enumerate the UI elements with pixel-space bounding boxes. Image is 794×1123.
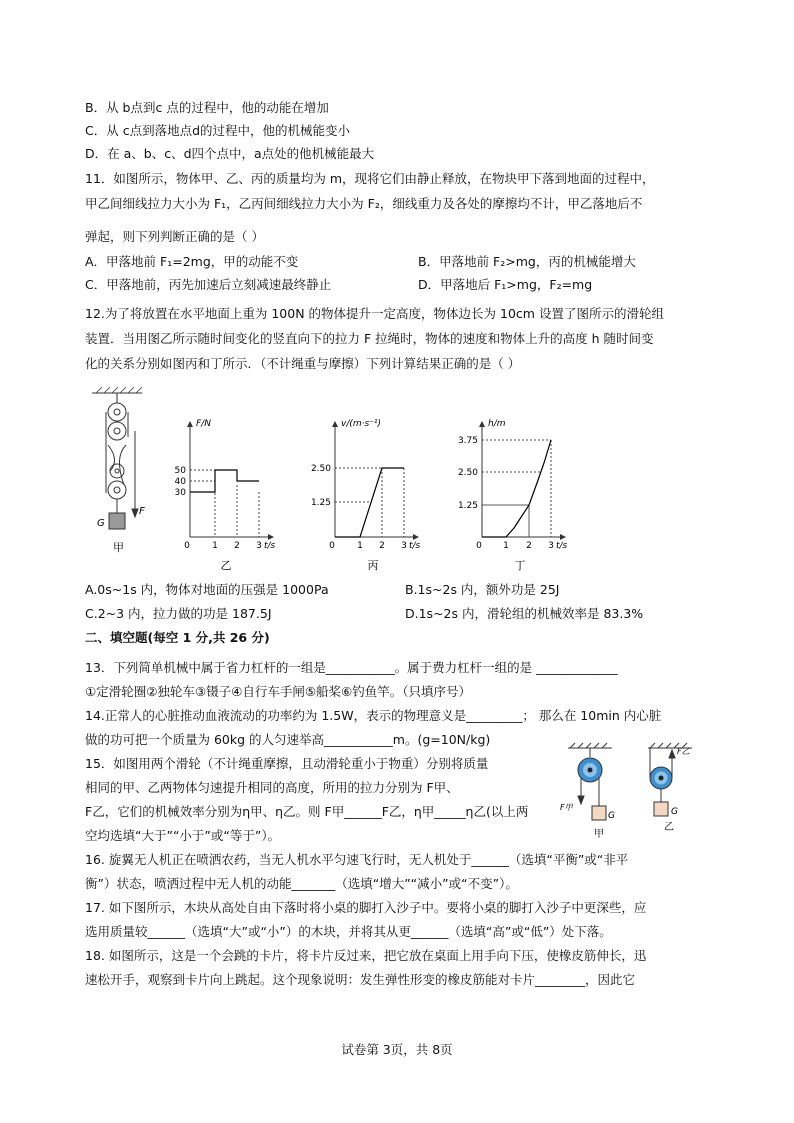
figure-jia-F-label: F <box>139 506 145 517</box>
figure-yi-xlabel: t/s <box>264 541 276 551</box>
q16-line-1: 16. 旋翼无人机正在喷洒农药，当无人机水平匀速飞行时，无人机处于______（选填“平衡”或“非平 <box>85 852 629 867</box>
line-1: B．从 b点到c 点的过程中，他的动能在增加 <box>85 100 329 115</box>
q14-line-2: 做的功可把一个质量为 60kg 的人匀速举高___________m。(g=10N/kg) <box>85 732 491 747</box>
figure-ding-ylabel: h/m <box>488 419 506 429</box>
q15-G-yi-label: G <box>671 807 678 817</box>
q12-line-1: 12.为了将放置在水平地面上重为 100N 的物体提升一定高度，物体边长为 10cm 设置了图所示的滑轮组 <box>85 306 664 321</box>
q17-line-2: 选用质量较______（选填“大”或“小”）的木块，并将其从更______（选填“高”或“低”）处下落。 <box>85 924 612 939</box>
q16-line-2: 衡”）状态，喷洒过程中无人机的动能_______（选填“增大”“减小”或“不变”）。 <box>85 876 518 891</box>
q15-Fyi-label: F乙 <box>677 747 690 756</box>
figure-yi-ylabel: F/N <box>196 419 211 429</box>
q12-line-3: 化的关系分别如图丙和丁所示．（不计绳重与摩擦）下列计算结果正确的是（ ） <box>85 356 521 371</box>
q11-line-1: 11．如图所示，物体甲、乙、丙的质量均为 m，现将它们由静止释放，在物块甲下落到地面的过程中， <box>85 171 655 186</box>
q11-option-b: B．甲落地前 F₂>mg，丙的机械能增大 <box>418 254 636 269</box>
figure-ding-xtick-0: 0 <box>476 541 482 551</box>
figure-bing-xtick-3: 3 <box>401 541 407 551</box>
series-line-height <box>482 440 551 537</box>
figure-ding-ytick-2.50: 2.50 <box>457 468 478 478</box>
figure-ding-xtick-2: 2 <box>526 541 532 551</box>
line-3: D．在 a、b、c、d四个点中，a点处的他机械能最大 <box>85 146 375 161</box>
series-line-velocity <box>335 468 404 537</box>
figure-bing-xlabel: t/s <box>409 541 421 551</box>
q12-option-b: B.1s~2s 内，额外功是 25J <box>405 582 560 597</box>
q15-caption-yi: 乙 <box>664 822 674 833</box>
q11-option-c: C．甲落地前，丙先加速后立刻减速最终静止 <box>85 277 332 292</box>
figure-bing-graph <box>332 421 419 540</box>
figure-yi-xtick-3: 3 <box>256 541 262 551</box>
q18-line-1: 18. 如图所示，这是一个会跳的卡片，将卡片反过来，把它放在桌面上用手向下压，使橡皮筋伸长，迅 <box>85 948 647 963</box>
page-footer: 试卷第 3页，共 8页 <box>341 1042 453 1057</box>
line-2: C．从 c点到落地点d的过程中，他的机械能变小 <box>85 123 351 138</box>
q11-option-d: D．甲落地后 F₁>mg，F₂=mg <box>418 277 593 292</box>
q11-line-2: 甲乙间细线拉力大小为 F₁，乙丙间细线拉力大小为 F₂，细线重力及各处的摩擦均不计，甲乙落地后不 <box>85 196 643 211</box>
q17-line-1: 17. 如下图所示，木块从高处自由下落时将小桌的脚打入沙子中。要将小桌的脚打入沙子中更深些，应 <box>85 900 647 915</box>
q15-pulley-figure <box>560 740 710 840</box>
q15-line-1: 15．如图用两个滑轮（不计绳重摩擦，且动滑轮重小于物重）分别将质量 <box>85 756 489 771</box>
figure-yi-xtick-0: 0 <box>184 541 190 551</box>
figure-ding-xlabel: t/s <box>556 541 568 551</box>
q15-line-4: 空均选填“大于”“小于”或“等于”）。 <box>85 828 281 843</box>
series-line-force <box>190 470 259 492</box>
figure-yi-graph <box>187 421 274 540</box>
q12-figures <box>90 385 570 575</box>
q12-option-c: C.2~3 内，拉力做的功是 187.5J <box>85 606 272 621</box>
section-heading: 二、填空题(每空 1 分,共 26 分) <box>85 630 270 645</box>
q13-line-1: 13．下列简单机械中属于省力杠杆的一组是___________。属于费力杠杆一组的是 _____________ <box>85 660 618 675</box>
q13-line-2: ①定滑轮圈②独轮车③镊子④自行车手闸⑤船桨⑥钓鱼竿。（只填序号） <box>85 684 471 699</box>
q12-line-2: 装置．当用图乙所示随时间变化的竖直向下的拉力 F 拉绳时，物体的速度和物体上升的高度 h 随时间变 <box>85 331 654 346</box>
q15-G-jia-label: G <box>608 811 615 821</box>
figure-ding-xtick-3: 3 <box>548 541 554 551</box>
figure-bing-caption: 丙 <box>367 559 379 572</box>
q11-option-a: A．甲落地前 F₁=2mg，甲的动能不变 <box>85 254 299 269</box>
figure-bing-ylabel: v/(m·s⁻¹) <box>341 419 382 429</box>
figure-bing-ytick-2.50: 2.50 <box>310 464 331 474</box>
q12-option-d: D.1s~2s 内，滑轮组的机械效率是 83.3% <box>405 606 644 621</box>
figure-jia-G-label: G <box>97 518 105 529</box>
figure-ding-ytick-3.75: 3.75 <box>457 436 478 446</box>
figure-yi-xtick-2: 2 <box>234 541 240 551</box>
q15-caption-jia: 甲 <box>594 829 604 840</box>
figure-yi-ytick-30: 30 <box>174 488 186 498</box>
q15-line-3: F乙，它们的机械效率分别为η甲、η乙。则 F甲______F乙，η甲_____η乙(以上两 <box>85 804 529 819</box>
figure-yi-ytick-40: 40 <box>174 477 186 487</box>
q14-line-1: 14.正常人的心脏推动血液流动的功率约为 1.5W，表示的物理意义是_________； 那么在 10min 内心脏 <box>85 708 662 723</box>
q15-Fjia-label: F甲 <box>560 803 573 812</box>
figure-bing-xtick-2: 2 <box>379 541 385 551</box>
q12-option-a: A.0s~1s 内，物体对地面的压强是 1000Pa <box>85 582 329 597</box>
q11-line-3: 弹起，则下列判断正确的是（ ） <box>85 229 264 244</box>
figure-ding-xtick-1: 1 <box>503 541 509 551</box>
figure-yi-ytick-50: 50 <box>174 466 186 476</box>
figure-yi-xtick-1: 1 <box>212 541 218 551</box>
figure-yi-caption: 乙 <box>220 559 232 572</box>
figure-jia-pulley <box>92 387 142 529</box>
figure-ding-ytick-1.25: 1.25 <box>457 501 478 511</box>
figure-bing-ytick-1.25: 1.25 <box>310 498 331 508</box>
q15-line-2: 相同的甲、乙两物体匀速提升相同的高度，所用的拉力分别为 F甲、 <box>85 780 459 795</box>
figure-ding-caption: 丁 <box>514 559 526 572</box>
figure-jia-caption: 甲 <box>113 541 124 554</box>
figure-bing-xtick-1: 1 <box>357 541 363 551</box>
figure-ding-graph <box>479 421 566 540</box>
figure-bing-xtick-0: 0 <box>329 541 335 551</box>
q18-line-2: 速松开手，观察到卡片向上跳起。这个现象说明：发生弹性形变的橡皮筋能对卡片________，因此它 <box>85 972 636 987</box>
